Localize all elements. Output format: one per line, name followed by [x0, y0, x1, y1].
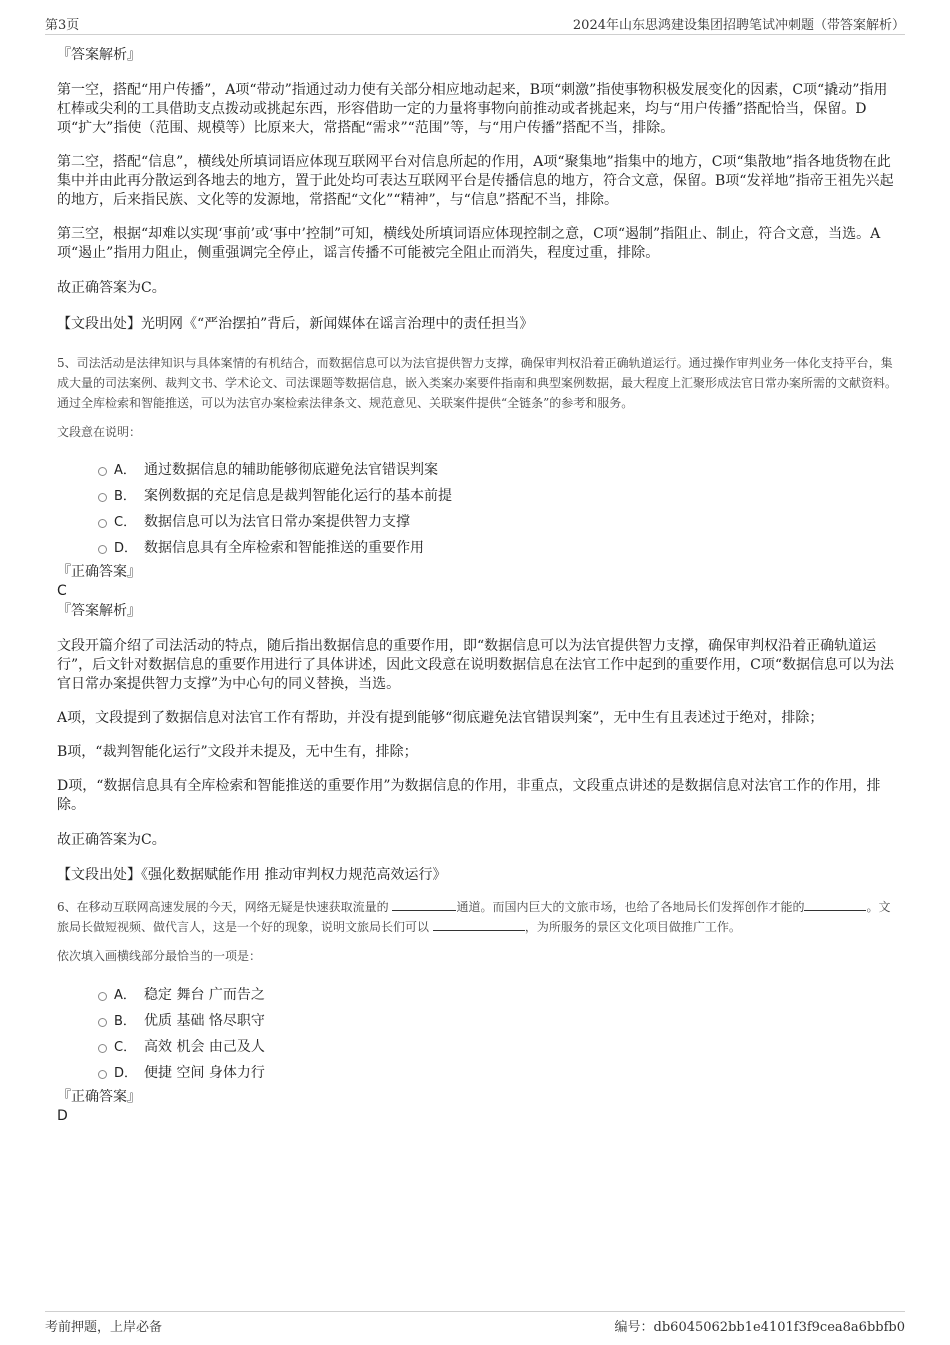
- q4-analysis-para2: 第二空，搭配“信息”，横线处所填词语应体现互联网平台对信息所起的作用，A项“聚集地”指集中的地方，C项“集散地”指各地货物在此集中并由此再分散运到各地去的地方，置于此处均可表达互联网平台是传播信息的地方，符合文意，保留。B项“发祥地”指帝王祖先兴起的地方，后来指民族、文化等的发源地，常搭配“文化”“精神”，与“信息”搭配不当，排除。: [57, 154, 894, 208]
- page-footer: [45, 1311, 905, 1336]
- q6-option-c[interactable]: C． 高效 机会 由己及人: [57, 1034, 897, 1060]
- document-title: 2024年山东思鸿建设集团招聘笔试冲刺题（带答案解析）: [572, 18, 905, 33]
- q5-options: [57, 457, 897, 561]
- q6-question: 依次填入画横线部分最恰当的一项是：: [57, 949, 262, 963]
- page-content: [57, 45, 897, 1125]
- q6-option-b[interactable]: B． 优质 基础 恪尽职守: [57, 1008, 897, 1034]
- q5-conclusion: 故正确答案为C。: [57, 832, 166, 848]
- radio-icon[interactable]: [98, 1018, 107, 1027]
- radio-icon[interactable]: [98, 992, 107, 1001]
- q4-analysis-para3: 第三空，根据“却难以实现‘事前’或‘事中’控制”可知，横线处所填词语应体现控制之意，C项“遏制”指阻止、制止，符合文意，当选。A项“遏止”指用力阻止，侧重强调完全停止，谣言传播不可能被完全阻止而消失，程度过重，排除。: [57, 226, 881, 261]
- fill-blank-1: [392, 898, 456, 911]
- q4-source: 【文段出处】光明网《“严治摆拍”背后，新闻媒体在谣言治理中的责任担当》: [57, 316, 534, 332]
- radio-icon[interactable]: [98, 545, 107, 554]
- q5-source: 【文段出处】《强化数据赋能作用 推动审判权力规范高效运行》: [57, 867, 447, 883]
- q5-option-b[interactable]: B． 案例数据的充足信息是裁判智能化运行的基本前提: [57, 483, 897, 509]
- radio-icon[interactable]: [98, 1070, 107, 1079]
- q5-analysis-3: B项，“裁判智能化运行”文段并未提及，无中生有，排除；: [57, 744, 418, 760]
- q6-answer: D: [57, 1108, 68, 1124]
- q4-analysis-para1: 第一空，搭配“用户传播”，A项“带动”指通过动力使有关部分相应地动起来，B项“刺激”指使事物积极发展变化的因素，C项“撬动”指用杠棒或尖利的工具借助支点拨动或挑起东西，形容借助一定的力量将事物向前推动或者挑起来，均与“用户传播”搭配恰当，保留。D项“扩大”指使（范围、规模等）比原来大，常搭配“需求”“范围”等，与“用户传播”搭配不当，排除。: [57, 82, 888, 136]
- q5-stem: 5、司法活动是法律知识与具体案情的有机结合，而数据信息可以为法官提供智力支撑，确保审判权沿着正确轨道运行。通过操作审判业务一体化支持平台，集成大量的司法案例、裁判文书、学术论文、司法课题等数据信息，嵌入类案办案要件指南和典型案例数据，最大程度上汇聚形成法官日常办案所需的文献资料。通过全库检索和智能推送，可以为法官办案检索法律条文、规范意见、关联案件提供“全链条”的参考和服务。: [57, 356, 898, 410]
- fill-blank-3: [433, 918, 525, 931]
- q6-options: [57, 982, 897, 1086]
- footer-slogan: 考前押题，上岸必备: [45, 1320, 163, 1335]
- q5-analysis-2: A项，文段提到了数据信息对法官工作有帮助，并没有提到能够“彻底避免法官错误判案”，无中生有且表述过于绝对，排除；: [57, 710, 824, 726]
- q5-option-a[interactable]: A． 通过数据信息的辅助能够彻底避免法官错误判案: [57, 457, 897, 483]
- q6-option-d[interactable]: D． 便捷 空间 身体力行: [57, 1060, 897, 1086]
- q5-question: 文段意在说明：: [57, 425, 142, 439]
- q4-analysis-label: 『答案解析』: [57, 47, 141, 63]
- page-header: [45, 10, 905, 35]
- document-id: 编号：db6045062bb1e4101f3f9cea8a6bbfb0: [614, 1320, 905, 1335]
- q5-option-c[interactable]: C． 数据信息可以为法官日常办案提供智力支撑: [57, 509, 897, 535]
- fill-blank-2: [804, 898, 866, 911]
- q5-analysis-label: 『答案解析』: [57, 603, 141, 619]
- q5-option-d[interactable]: D． 数据信息具有全库检索和智能推送的重要作用: [57, 535, 897, 561]
- radio-icon[interactable]: [98, 1044, 107, 1053]
- page-number: 第3页: [45, 18, 80, 33]
- q5-analysis-4: D项，“数据信息具有全库检索和智能推送的重要作用”为数据信息的作用，非重点，文段重点讲述的是数据信息对法官工作的作用，排除。: [57, 778, 881, 813]
- radio-icon[interactable]: [98, 493, 107, 502]
- radio-icon[interactable]: [98, 467, 107, 476]
- q5-answer: C: [57, 583, 67, 599]
- q4-conclusion: 故正确答案为C。: [57, 280, 166, 296]
- q5-analysis-1: 文段开篇介绍了司法活动的特点，随后指出数据信息的重要作用，即“数据信息可以为法官提供智力支撑，确保审判权沿着正确轨道运行”，后文针对数据信息的重要作用进行了具体讲述，因此文段意在说明数据信息在法官工作中起到的重要作用，C项“数据信息可以为法官日常办案提供智力支撑”为中心句的同义替换，当选。: [57, 638, 895, 692]
- q5-answer-label: 『正确答案』: [57, 564, 141, 580]
- radio-icon[interactable]: [98, 519, 107, 528]
- q6-option-a[interactable]: A． 稳定 舞台 广而告之: [57, 982, 897, 1008]
- q6-answer-label: 『正确答案』: [57, 1089, 141, 1105]
- q6-stem: 6、在移动互联网高速发展的今天，网络无疑是快速获取流量的 通道。而国内巨大的文旅市场，也给了各地局长们发挥创作才能的 。文旅局长做短视频、做代言人，这是一个好的现象，说明文旅局长们可以 ，为所服务的景区文化项目做推广工作。: [57, 900, 891, 934]
